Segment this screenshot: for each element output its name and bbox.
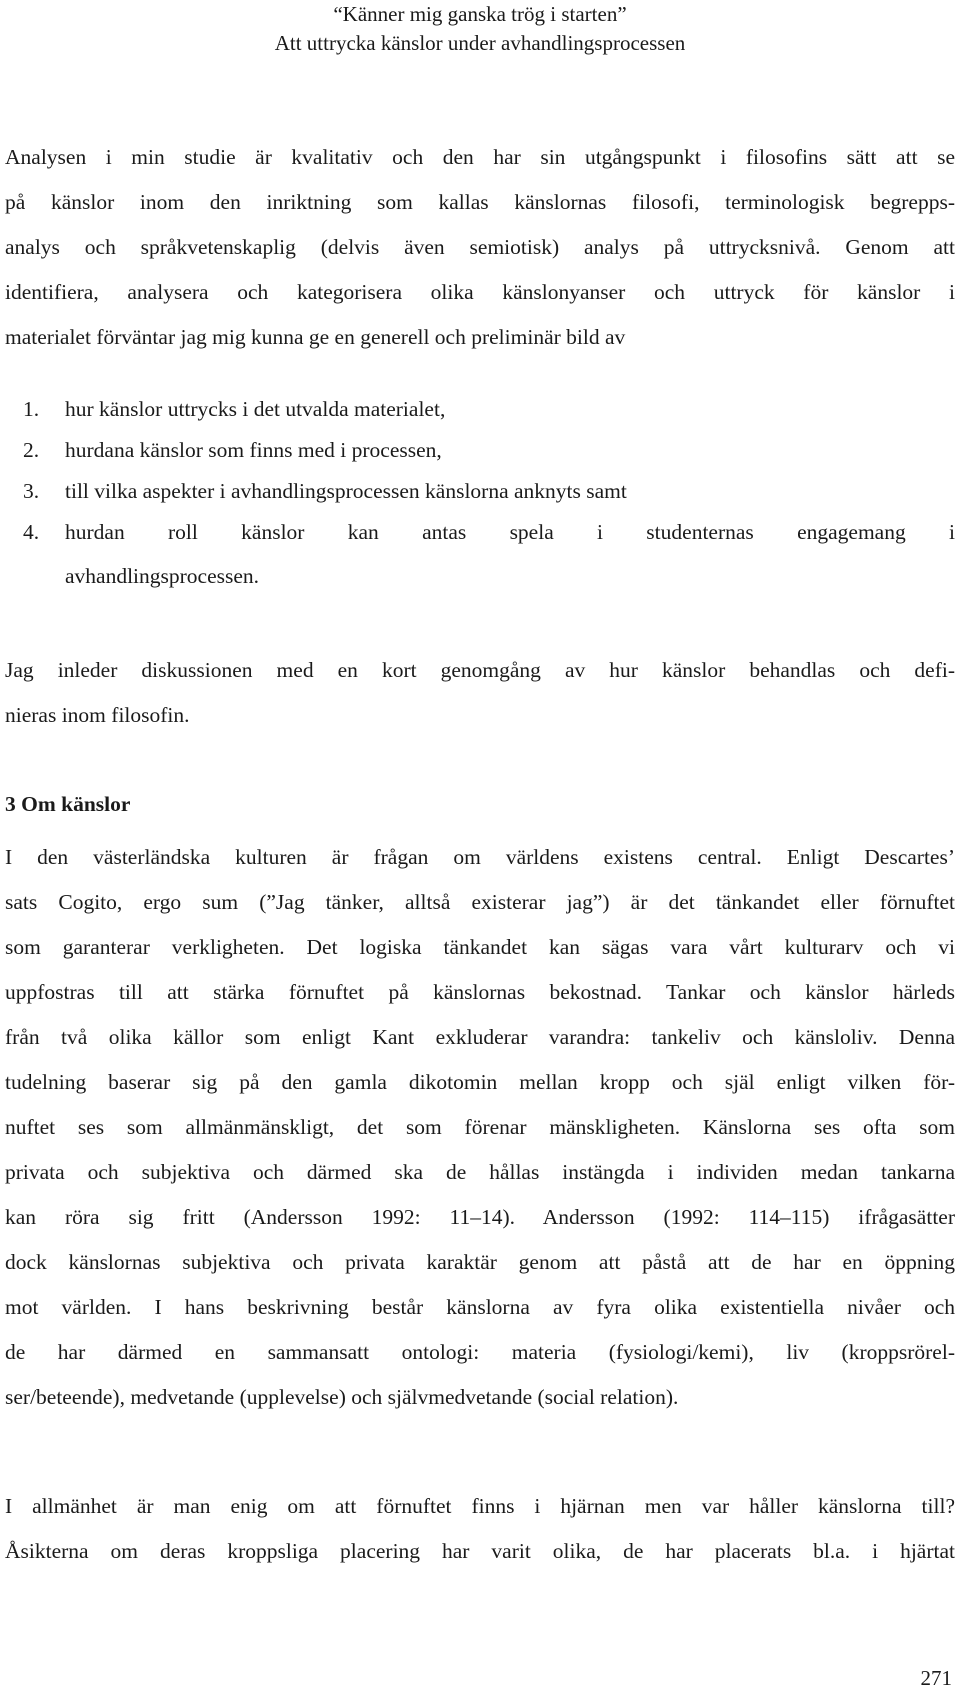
text-line: från två olika källor som enligt Kant exkluderar varandra: tankeliv och känsloliv. Denna — [5, 1025, 955, 1049]
list-item-text: hurdan roll känslor kan antas spela i studenternas engagemang i — [65, 520, 955, 544]
research-questions-list — [5, 389, 955, 600]
text-line: de har därmed en sammansatt ontologi: materia (fysiologi/kemi), liv (kroppsrörel- — [5, 1340, 955, 1364]
list-item — [5, 389, 955, 430]
text-line: nuftet ses som allmänmänskligt, det som förenar mänskligheten. Känslorna ses ofta som — [5, 1115, 955, 1139]
text-line: identifiera, analysera och kategorisera olika känslonyanser och uttryck för känslor i — [5, 280, 955, 304]
text-line: Analysen i min studie är kvalitativ och den har sin utgångspunkt i filosofins sätt att se — [5, 145, 955, 169]
header-title: “Känner mig ganska trög i starten” — [333, 2, 627, 26]
list-item-text: hurdana känslor som finns med i processen, — [65, 438, 442, 462]
list-item-number: 2. — [23, 438, 40, 462]
text-line: ser/beteende), medvetande (upplevelse) och självmedvetande (social relation). — [5, 1385, 679, 1409]
text-line: tudelning baserar sig på den gamla dikotomin mellan kropp och själ enligt vilken för- — [5, 1070, 955, 1094]
text-line: nieras inom filosofin. — [5, 703, 190, 727]
section-paragraph — [5, 1484, 955, 1574]
list-item-number: 4. — [23, 520, 40, 544]
list-item-text: till vilka aspekter i avhandlingsprocessen känslorna anknyts samt — [65, 479, 627, 503]
text-line: sats Cogito, ergo sum (”Jag tänker, alltså existerar jag”) är det tänkandet eller förnuftet — [5, 890, 955, 914]
intro-paragraph — [5, 135, 955, 360]
list-item-number: 3. — [23, 479, 40, 503]
list-item-text: hur känslor uttrycks i det utvalda materialet, — [65, 397, 446, 421]
list-item — [5, 430, 955, 471]
text-line: analys och språkvetenskaplig (delvis även semiotisk) analys på uttrycksnivå. Genom att — [5, 235, 955, 259]
section-heading: 3 Om känslor — [5, 792, 131, 816]
text-line: Åsikterna om deras kroppsliga placering har varit olika, de har placerats bl.a. i hjärtat — [5, 1539, 955, 1563]
text-line: uppfostras till att stärka förnuftet på känslornas bekostnad. Tankar och känslor härleds — [5, 980, 955, 1004]
header-subtitle: Att uttrycka känslor under avhandlingsprocessen — [274, 31, 686, 55]
text-line: mot världen. I hans beskrivning består känslorna av fyra olika existentiella nivåer och — [5, 1295, 955, 1319]
text-line: I allmänhet är man enig om att förnuftet finns i hjärnan men var håller känslorna till? — [5, 1494, 955, 1518]
text-line: privata och subjektiva och därmed ska de hållas instängda i individen medan tankarna — [5, 1160, 955, 1184]
text-line: kan röra sig fritt (Andersson 1992: 11–14). Andersson (1992: 114–115) ifrågasätter — [5, 1205, 955, 1229]
text-line: I den västerländska kulturen är frågan om världens existens central. Enligt Descartes’ — [5, 845, 955, 869]
text-line: på känslor inom den inriktning som kallas känslornas filosofi, terminologisk begrepps- — [5, 190, 955, 214]
list-item — [5, 471, 955, 512]
text-line: materialet förväntar jag mig kunna ge en generell och preliminär bild av — [5, 325, 626, 349]
lead-paragraph — [5, 648, 955, 738]
list-item-number: 1. — [23, 397, 40, 421]
text-line: dock känslornas subjektiva och privata karaktär genom att påstå att de har en öppning — [5, 1250, 955, 1274]
text-line: som garanterar verkligheten. Det logiska tänkandet kan sägas vara vårt kulturarv och vi — [5, 935, 955, 959]
list-item-continuation: avhandlingsprocessen. — [65, 564, 260, 588]
page-number: 271 — [920, 1666, 952, 1690]
section-paragraph — [5, 835, 955, 1420]
list-item — [5, 512, 955, 600]
text-line: Jag inleder diskussionen med en kort genomgång av hur känslor behandlas och defi- — [5, 658, 955, 682]
running-header — [0, 0, 960, 58]
